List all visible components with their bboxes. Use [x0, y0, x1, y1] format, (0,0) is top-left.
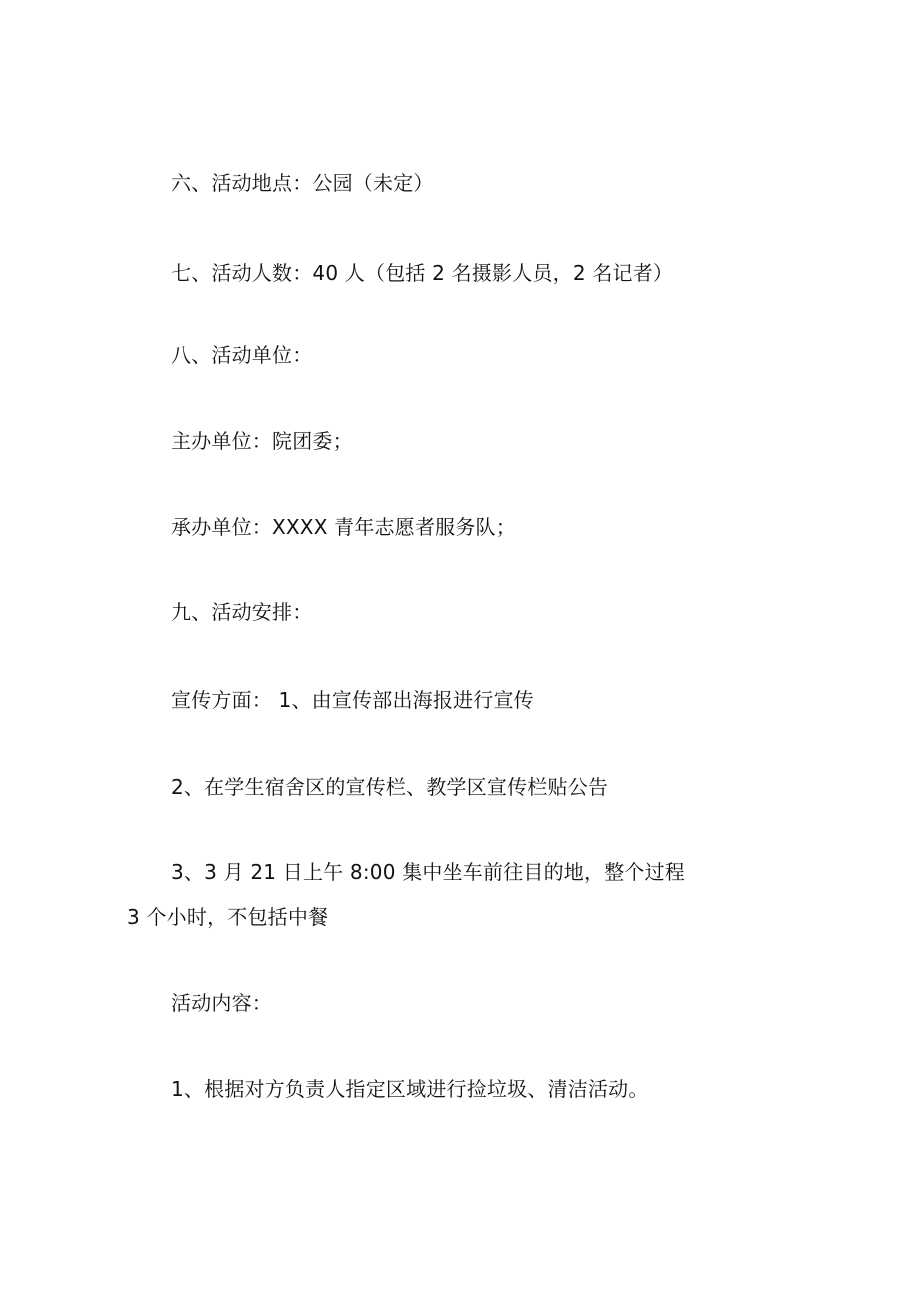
line-units-heading: 八、活动单位： [171, 343, 313, 367]
line-publicity-2: 2、在学生宿舍区的宣传栏、教学区宣传栏贴公告 [171, 775, 609, 799]
line-co-organizer: 承办单位：XXXX 青年志愿者服务队； [171, 515, 516, 539]
line-organizer: 主办单位：院团委； [171, 429, 353, 453]
line-content-1: 1、根据对方负责人指定区域进行捡垃圾、清洁活动。 [171, 1077, 649, 1101]
line-location: 六、活动地点：公园（未定） [171, 171, 434, 195]
line-publicity-1: 宣传方面： 1、由宣传部出海报进行宣传 [171, 688, 534, 712]
line-publicity-3-continued: 3 个小时，不包括中餐 [127, 905, 329, 929]
line-content-heading: 活动内容： [171, 991, 272, 1015]
line-publicity-3: 3、3 月 21 日上午 8:00 集中坐车前往目的地，整个过程 [171, 860, 685, 884]
line-participants: 七、活动人数：40 人（包括 2 名摄影人员，2 名记者） [171, 261, 674, 285]
line-schedule-heading: 九、活动安排： [171, 600, 313, 624]
